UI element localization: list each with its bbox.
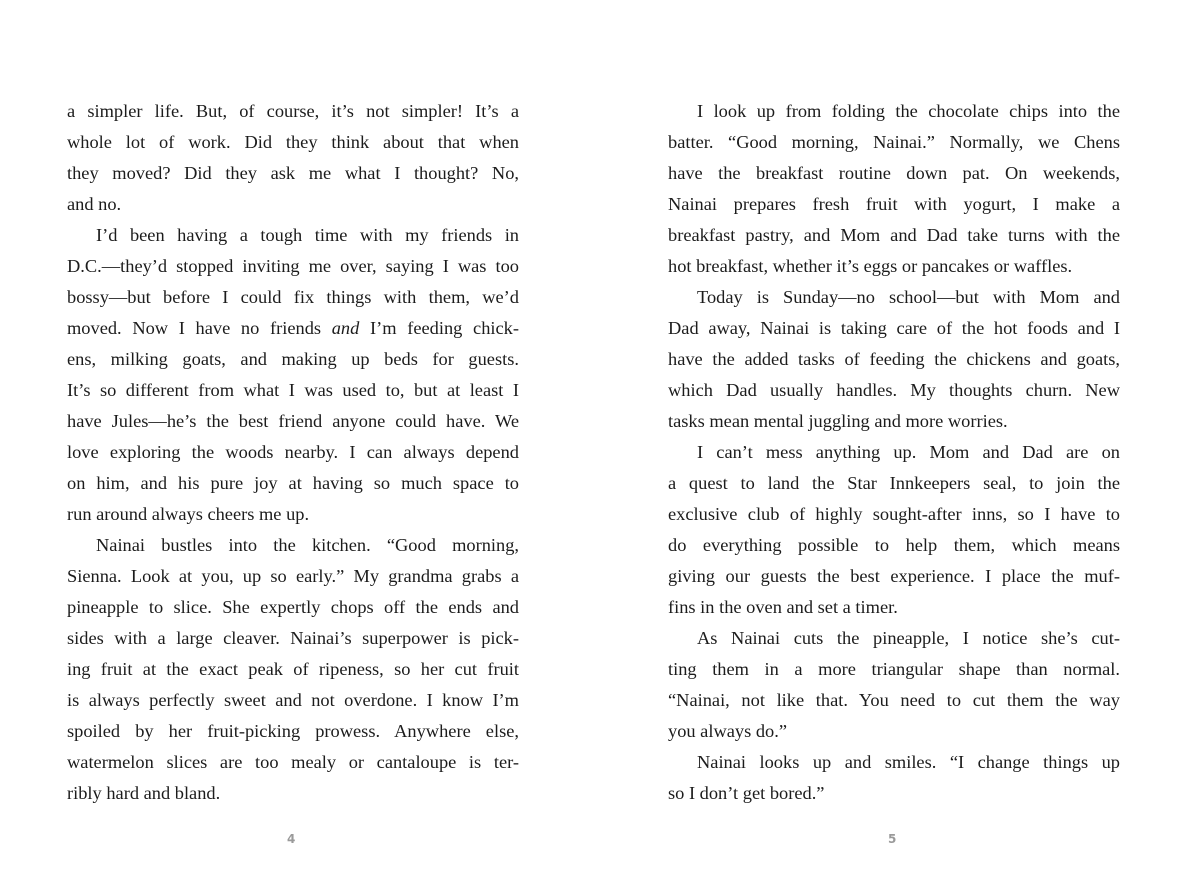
text-line: pineapple to slice. She expertly chops off the ends and xyxy=(67,597,519,617)
text-line: tasks mean mental juggling and more worries. xyxy=(668,411,1008,431)
text-line: hot breakfast, whether it’s eggs or pancakes or waffles. xyxy=(668,256,1073,276)
text-line: which Dad usually handles. My thoughts churn. New xyxy=(668,380,1120,400)
right-page-text xyxy=(668,96,1120,809)
text-line: Dad away, Nainai is taking care of the hot foods and I xyxy=(668,318,1120,338)
text-line: ens, milking goats, and making up beds for guests. xyxy=(67,349,519,369)
text-line: is always perfectly sweet and not overdone. I know I’m xyxy=(67,690,519,710)
text-line: “Nainai, not like that. You need to cut them the way xyxy=(668,690,1120,710)
text-line: and no. xyxy=(67,194,122,214)
text-line: Nainai looks up and smiles. “I change things up xyxy=(697,752,1120,772)
text-line: Nainai bustles into the kitchen. “Good morning, xyxy=(96,535,519,555)
text-line: do everything possible to help them, which means xyxy=(668,535,1120,555)
text-line: breakfast pastry, and Mom and Dad take turns with the xyxy=(668,225,1120,245)
text-line: ribly hard and bland. xyxy=(67,783,221,803)
text-line: have the added tasks of feeding the chickens and goats, xyxy=(668,349,1120,369)
text-line: moved. Now I have no friends and I’m feeding chick- xyxy=(67,318,519,338)
text-line: ting them in a more triangular shape than normal. xyxy=(668,659,1120,679)
text-line: Nainai prepares fresh fruit with yogurt, I make a xyxy=(668,194,1120,214)
text-line: I can’t mess anything up. Mom and Dad are on xyxy=(697,442,1120,462)
text-line: a quest to land the Star Innkeepers seal, to join the xyxy=(668,473,1120,493)
text-line: whole lot of work. Did they think about that when xyxy=(67,132,519,152)
text-line: As Nainai cuts the pineapple, I notice she’s cut- xyxy=(697,628,1120,648)
text-line: have Jules—he’s the best friend anyone could have. We xyxy=(67,411,519,431)
text-line: I look up from folding the chocolate chips into the xyxy=(697,101,1120,121)
text-line: It’s so different from what I was used to, but at least I xyxy=(67,380,519,400)
text-line: love exploring the woods nearby. I can always depend xyxy=(67,442,519,462)
text-line: Today is Sunday—no school—but with Mom and xyxy=(697,287,1120,307)
text-line: batter. “Good morning, Nainai.” Normally, we Chens xyxy=(668,132,1120,152)
page-number-left: 4 xyxy=(287,832,296,846)
text-line: bossy—but before I could fix things with them, we’d xyxy=(67,287,519,307)
text-line: I’d been having a tough time with my friends in xyxy=(96,225,519,245)
text-line: so I don’t get bored.” xyxy=(668,783,825,803)
text-line: on him, and his pure joy at having so much space to xyxy=(67,473,519,493)
text-line: exclusive club of highly sought-after inns, so I have to xyxy=(668,504,1120,524)
text-line: a simpler life. But, of course, it’s not simpler! It’s a xyxy=(67,101,519,121)
text-line: spoiled by her fruit-picking prowess. Anywhere else, xyxy=(67,721,519,741)
text-line: have the breakfast routine down pat. On weekends, xyxy=(668,163,1120,183)
text-line: run around always cheers me up. xyxy=(67,504,310,524)
text-line: giving our guests the best experience. I place the muf- xyxy=(668,566,1120,586)
page-number-right: 5 xyxy=(888,832,897,846)
text-line: Sienna. Look at you, up so early.” My grandma grabs a xyxy=(67,566,519,586)
text-line: they moved? Did they ask me what I thought? No, xyxy=(67,163,519,183)
text-line: ing fruit at the exact peak of ripeness, so her cut fruit xyxy=(67,659,519,679)
text-line: you always do.” xyxy=(668,721,788,741)
text-line: D.C.—they’d stopped inviting me over, saying I was too xyxy=(67,256,519,276)
text-line: watermelon slices are too mealy or cantaloupe is ter- xyxy=(67,752,519,772)
left-page-text xyxy=(67,96,519,809)
text-line: fins in the oven and set a timer. xyxy=(668,597,898,617)
text-line: sides with a large cleaver. Nainai’s superpower is pick- xyxy=(67,628,519,648)
